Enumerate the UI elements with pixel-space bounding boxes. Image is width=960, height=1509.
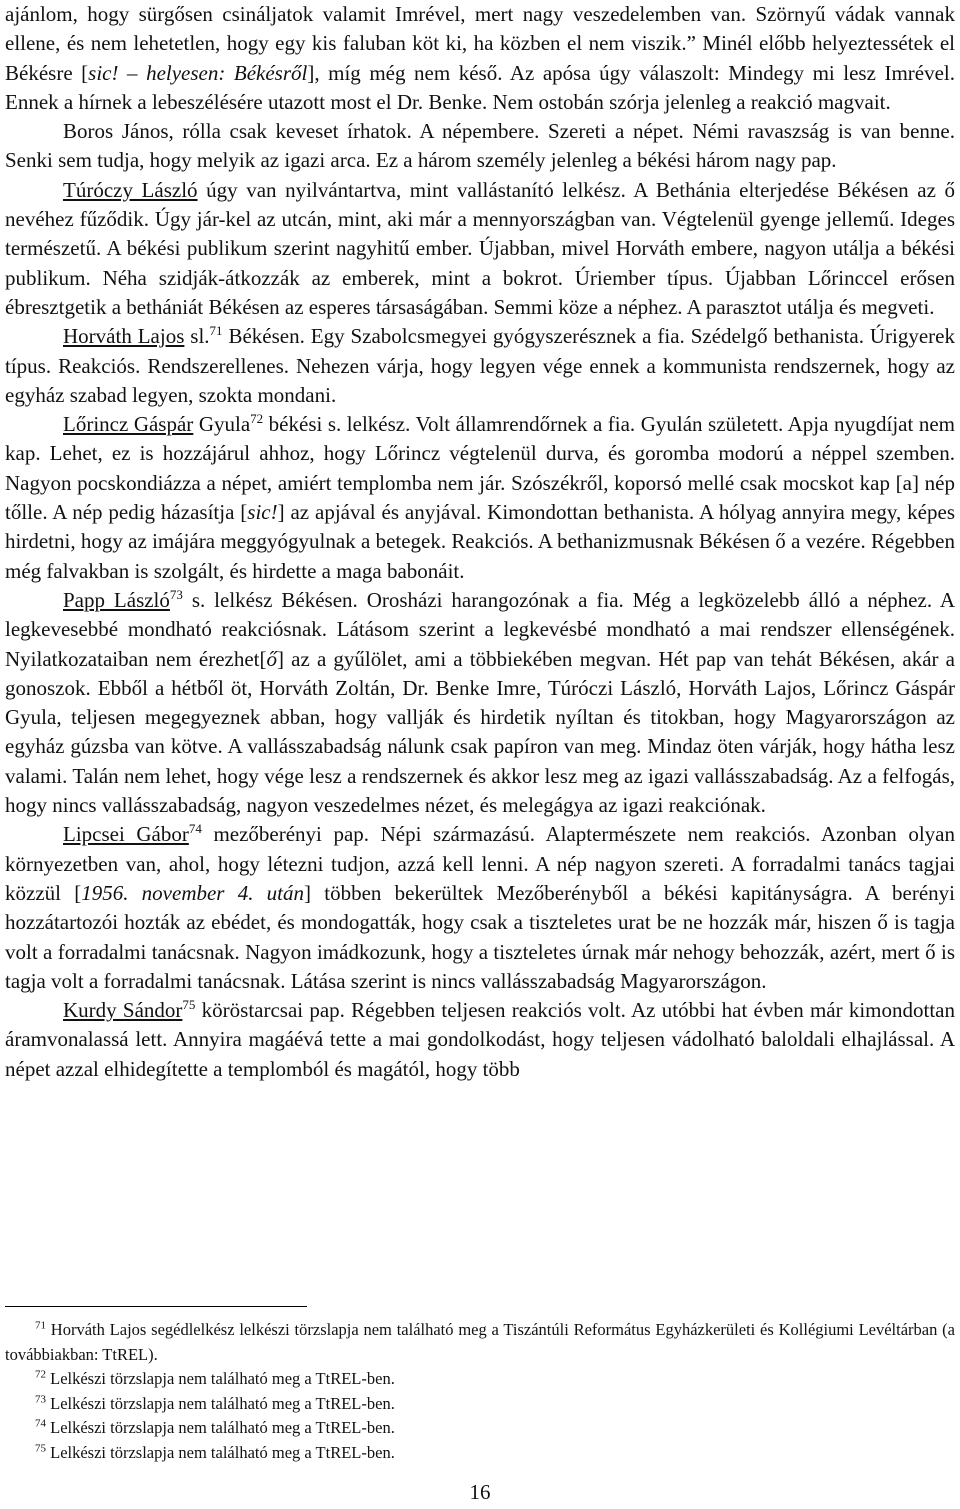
- paragraph-lipcsei: Lipcsei Gábor$^{74}$ mezőberényi pap. Népi származású. Alaptermészete nem reakciós. Azonban olyan környezetben van, ahol, hogy létezni tudjon, azzá kell lenni. A nép nagyon szereti. A forradalmi tanács tagjai közzül [1956. november 4. után] többen bekerültek Mezőberényből a békési kapitányságra. A berényi hozzátartozói hozták az ebédet, és mondogatták, hogy csak a tiszteletes urat be ne hozzák már, hiszen ő is tagja volt a forradalmi tanácsnak. Nagyon imádkozunk, hogy a tiszteletes úrnak már nehogy behozzák, azért, mert ő is tagja volt a forradalmi tanácsnak. Látása szerint is nincs vallásszabadság Magyarországon.: [5, 821, 955, 993]
- person-name: Lőrincz Gáspár: [63, 412, 194, 437]
- person-name: Kurdy Sándor: [63, 998, 183, 1023]
- footnote-73: $^{73}$ Lelkészi törzslapja nem található meg a TtREL-ben.: [35, 1393, 395, 1413]
- footnote-ref[interactable]: 75: [182, 997, 196, 1013]
- person-name: Túróczy László: [63, 177, 198, 202]
- footnote-75: $^{75}$ Lelkészi törzslapja nem található meg a TtREL-ben.: [35, 1442, 395, 1462]
- footnote-71: $^{71}$ Horváth Lajos segédlelkész lelkészi törzslapja nem található meg a Tiszántúli Református Egyházkerületi és Kollégiumi Levéltárban (a továbbiakban: TtREL).: [5, 1319, 955, 1364]
- footnote-72: $^{72}$ Lelkészi törzslapja nem található meg a TtREL-ben.: [35, 1368, 395, 1388]
- footnote-ref[interactable]: 71: [209, 323, 223, 339]
- paragraph-horvath: Horváth Lajos sl.$^{71}$ Békésen. Egy Szabolcsmegyei gyógyszerésznek a fia. Szédelgő bethanista. Úrigyerek típus. Reakciós. Rendszerellenes. Nehezen várja, hogy legyen vége ennek a kommunista rendszernek, hogy az egyház szabad legyen, szokta mondani.: [5, 323, 955, 407]
- footnote-divider: [5, 1306, 307, 1307]
- paragraph-lorincz: Lőrincz Gáspár Gyula$^{72}$ békési s. lelkész. Volt államrendőrnek a fia. Gyulán született. Apja nyugdíjat nem kap. Lehet, ez is hozzájárul ahhoz, hogy Lőrincz végtelenül durva, és goromba modorú a néppel szemben. Nagyon pocskondiázza a népet, amiért templomba nem jár. Szószékről, koporsó mellé csak mocskot kap [a] nép tőlle. A nép pedig házasítja [sic!] az apjával és anyjával. Kimondottan bethanista. A hólyag annyira megy, képes hirdetni, hogy az imájára meggyógyulnak a betegek. Reakciós. A bethanizmusnak Békésen ő a vezére. Régebben még falvakban is szolgált, és hirdette a maga babonáit.: [5, 411, 955, 583]
- date-insert: 1956. november 4. után: [81, 880, 305, 905]
- footnote-74: $^{74}$ Lelkészi törzslapja nem található meg a TtREL-ben.: [35, 1417, 395, 1437]
- page-number: 16: [469, 1480, 491, 1504]
- person-name: Lipcsei Gábor: [63, 822, 189, 847]
- paragraph-kurdy: Kurdy Sándor$^{75}$ köröstarcsai pap. Régebben teljesen reakciós volt. Az utóbbi hat évben már kimondottan áramvonalassá lett. Annyira magáévá tette a mai gondolkodást, hogy teljesen vádolható baloldali elhajlással. A népet azzal elhidegítette a templomból és magától, hogy több: [5, 997, 955, 1081]
- footnote-ref[interactable]: 74: [188, 821, 202, 837]
- correction-note: helyesen: Békésről: [146, 60, 308, 85]
- paragraph-1: ajánlom, hogy sürgősen csináljatok valamit Imrével, mert nagy veszedelemben van. Szörnyű vádak vannak ellene, és nem lehetetlen, hogy egy kis faluban köt ki, ha közben el nem viszik.” Minél előbb helyeztessétek el Békésre [sic! – helyesen: Békésről], míg még nem késő. Az apósa úgy válaszolt: Mindegy mi lesz Imrével. Ennek a hírnek a lebeszélésére utazott most el Dr. Benke. Nem ostobán szórja jelenleg a reakció magvait.: [5, 2, 955, 114]
- paragraph-turoczy: Túróczy László úgy van nyilvántartva, mint vallástanító lelkész. A Bethánia elterjedése Békésen az ő nevéhez fűződik. Úgy jár-kel az utcán, mint, aki már a mennyországban van. Végtelenül gyenge jellemű. Ideges természetű. A békési publikum szerint nagyhitű ember. Újabban, mivel Horváth embere, nagyon utálja a békési publikum. Néha szidják-átkozzák az emberek, mint a bokrot. Úriember típus. Újabban Lőrinccel erősen ébresztgetik a bethániát Békésen az esperes társaságában. Semmi köze a néphez. A parasztot utálja és megveti.: [5, 177, 955, 319]
- paragraph-boros: Boros János, rólla csak keveset írhatok. A népembere. Szereti a népet. Némi ravaszság is van benne. Senki sem tudja, hogy melyik az igazi arca. Ez a három személy jelenleg a békési három nagy pap.: [5, 119, 955, 173]
- person-name: Horváth Lajos: [63, 324, 185, 349]
- footnote-ref[interactable]: 72: [250, 411, 264, 427]
- footnote-ref[interactable]: 73: [169, 586, 183, 602]
- document-body: [5, 0, 955, 1084]
- sic-note: sic!: [88, 60, 119, 85]
- footnotes: [5, 1318, 955, 1465]
- person-name: Papp László: [63, 587, 170, 612]
- editorial-insert: ő: [266, 646, 278, 671]
- sic-note: sic!: [247, 500, 278, 525]
- paragraph-papp: Papp László$^{73}$ s. lelkész Békésen. Orosházi harangozónak a fia. Még a legközelebb álló a néphez. A legkevesebbé mondható reakciósnak. Látásom szerint a legkevésbé mondható a mai rendszer ellenségének. Nyilatkozataiban nem érezhet[ő] az a gyűlölet, ami a többiekében megvan. Hét pap van tehát Békésen, akár a gonoszok. Ebből a hétből öt, Horváth Zoltán, Dr. Benke Imre, Túróczi László, Horváth Lajos, Lőrincz Gáspár Gyula, teljesen megegyeznek abban, hogy vallják és hirdetik nyíltan és titokban, hogy Magyarországon az egyház gúzsba van kötve. A vallásszabadság nálunk csak papíron van meg. Mindaz öten várják, hogy hátha lesz valami. Talán nem lehet, hogy vége lesz a rendszernek és akkor lesz meg az igazi vallásszabadság. Az a felfogás, hogy nincs vallásszabadság, nagyon veszedelmes nézet, és melegágya az igazi reakciónak.: [5, 586, 955, 818]
